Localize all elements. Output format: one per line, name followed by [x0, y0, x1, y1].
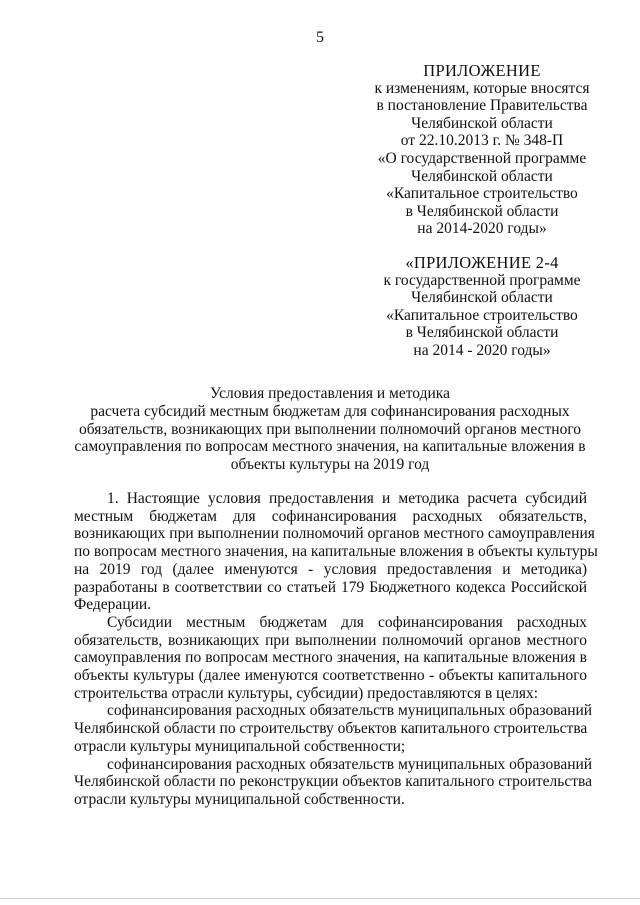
annex-line: в Челябинской области [405, 202, 559, 220]
body-line: объекты культуры (далее именуются соответственно - объекты капитального [74, 667, 587, 685]
body-line: возникающих при выполнении полномочий органов местного самоуправления [74, 525, 595, 543]
document-body [74, 490, 598, 809]
title-line: объекты культуры на 2019 год [230, 456, 430, 474]
annex-line: к государственной программе [383, 271, 581, 289]
annex-line: Челябинской области [411, 167, 553, 185]
body-line: софинансирования расходных обязательств муниципальных образований [107, 755, 593, 773]
page-bottom-edge [0, 898, 640, 899]
paragraph-4 [74, 755, 593, 809]
annex-line: «Капитальное строительство [386, 306, 578, 324]
title-line: Условия предоставления и методика [210, 385, 450, 402]
body-line: софинансирования расходных обязательств муниципальных образований [107, 702, 593, 720]
annex-heading: «ПРИЛОЖЕНИЕ 2-4 [405, 253, 559, 272]
annex-line: «Капитальное строительство [386, 185, 578, 203]
paragraph-2 [74, 614, 587, 703]
title-line: самоуправления по вопросам местного значения, на капитальные вложения в [74, 438, 586, 456]
title-line: расчета субсидий местным бюджетам для софинансирования расходных [90, 402, 570, 420]
body-line: Челябинской области по строительству объектов капитального строительства [74, 720, 588, 738]
annex-line: «О государственной программе [377, 149, 587, 167]
annex-line: в Челябинской области [405, 324, 559, 342]
title-line: обязательств, возникающих при выполнении полномочий органов местного [78, 420, 582, 438]
document-title [60, 385, 600, 474]
body-line: 1. Настоящие условия предоставления и методика расчета субсидий [107, 490, 587, 507]
body-line: строительства отрасли культуры, субсидии) предоставляются в целях: [74, 684, 539, 702]
body-line: отрасли культуры муниципальной собственности; [74, 737, 406, 755]
body-line: разработаны в соответствии со статьей 179 Бюджетного кодекса Российской [74, 578, 587, 596]
annex-line: Челябинской области [411, 289, 553, 307]
body-line: на 2019 год (далее именуются - условия предоставления и методика) [74, 560, 587, 578]
body-line: по вопросам местного значения, на капитальные вложения в объекты культуры [74, 543, 598, 561]
body-line: обязательств, возникающих при выполнении полномочий органов местного [74, 631, 587, 649]
annex-line: в постановление Правительства [376, 97, 588, 115]
body-line: самоуправления по вопросам местного значения, на капитальные вложения в [74, 649, 587, 667]
annex-line: на 2014 - 2020 годы» [413, 341, 551, 359]
page-number: 5 [316, 29, 324, 46]
body-line: Федерации. [74, 596, 152, 614]
annex-line: к изменениям, которые вносятся [374, 79, 590, 97]
paragraph-3 [74, 702, 593, 755]
body-line: Челябинской области по реконструкции объектов капитального строительства [74, 773, 593, 791]
annex-line: от 22.10.2013 г. № 348-П [400, 132, 564, 150]
paragraph-1 [74, 490, 598, 614]
body-line: местным бюджетам для софинансирования расходных обязательств, [74, 507, 587, 525]
body-line: отрасли культуры муниципальной собственности. [74, 790, 405, 808]
annex-header-2-4 [357, 254, 607, 360]
annex-line: на 2014-2020 годы» [417, 220, 547, 238]
annex-line: Челябинской области [411, 114, 553, 132]
annex-heading: ПРИЛОЖЕНИЕ [423, 61, 541, 80]
annex-header-main [357, 62, 607, 238]
body-line: Субсидии местным бюджетам для софинансирования расходных [107, 613, 587, 631]
